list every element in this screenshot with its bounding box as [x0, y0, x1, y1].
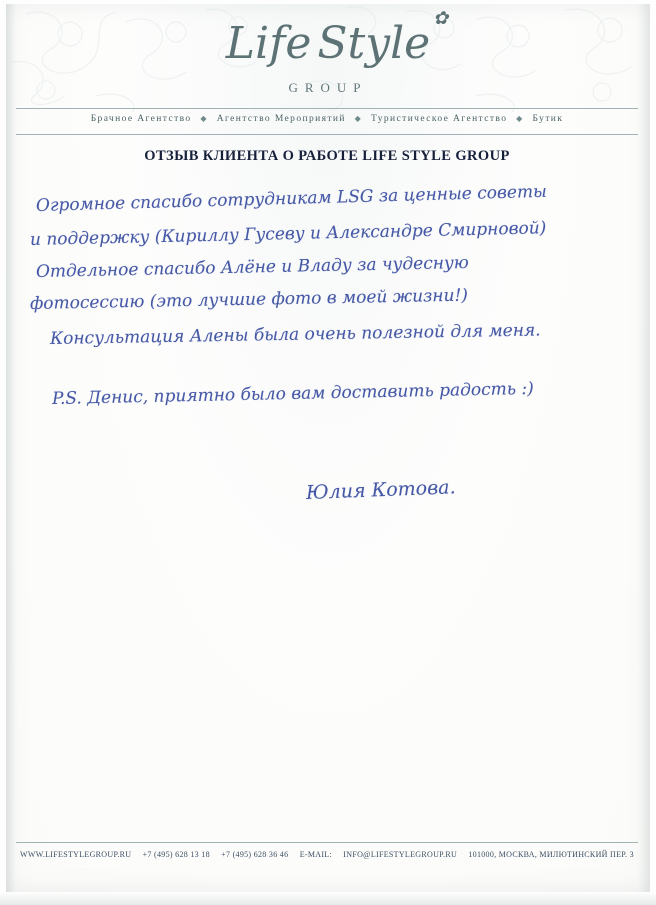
services-line [16, 114, 638, 124]
handwritten-line: и поддержку (Кириллу Гусеву и Александре Смирновой) [29, 218, 547, 250]
document-title: ОТЗЫВ КЛИЕНТА О РАБОТЕ LIFE STYLE GROUP [144, 148, 510, 164]
handwritten-postscript: P.S. Денис, приятно было вам доставить радость :) [51, 378, 535, 409]
service-item-2: Туристическое Агентство [371, 114, 508, 124]
footer-address: 101000, МОСКВА, МИЛЮТИНСКИЙ ПЕР. 3 [468, 850, 634, 859]
logo-word-style: Style [317, 18, 431, 69]
footer-email-label: E-MAIL: [299, 850, 333, 859]
divider-top [16, 108, 638, 109]
footer-phone-1: +7 (495) 628 13 18 [142, 850, 210, 859]
footer-website: WWW.LIFESTYLEGROUP.RU [20, 850, 132, 859]
logo-subtitle: GROUP [288, 80, 368, 95]
handwritten-line: Отдельное спасибо Алёне и Владу за чудесную [35, 252, 469, 282]
footer-contact-bar [16, 850, 638, 859]
scan-edge-shadow [0, 892, 656, 905]
divider-below-services [16, 134, 638, 135]
paper-sheet [6, 4, 650, 892]
handwritten-line: Огромное спасибо сотрудникам LSG за ценные советы [35, 181, 548, 216]
diamond-separator-icon: ◆ [516, 114, 524, 124]
service-item-0: Брачное Агентство [90, 114, 192, 124]
service-item-3: Бутик [532, 114, 564, 124]
butterfly-icon: ✿ [433, 8, 449, 29]
brand-logo [6, 8, 650, 96]
footer-phone-2: +7 (495) 628 36 46 [221, 850, 289, 859]
logo-script-text [225, 8, 449, 69]
divider-footer [16, 842, 638, 843]
handwritten-line: Консультация Алены была очень полезной для меня. [49, 320, 541, 349]
diamond-separator-icon: ◆ [354, 114, 363, 124]
handwritten-signature: Юлия Котова. [305, 476, 456, 504]
footer-email: INFO@LIFESTYLEGROUP.RU [343, 850, 458, 859]
service-item-1: Агентство Мероприятий [216, 114, 346, 124]
handwritten-line: фотосессию (это лучшие фото в моей жизни!) [29, 285, 469, 314]
diamond-separator-icon: ◆ [200, 114, 208, 124]
logo-word-life: Life [225, 18, 312, 69]
